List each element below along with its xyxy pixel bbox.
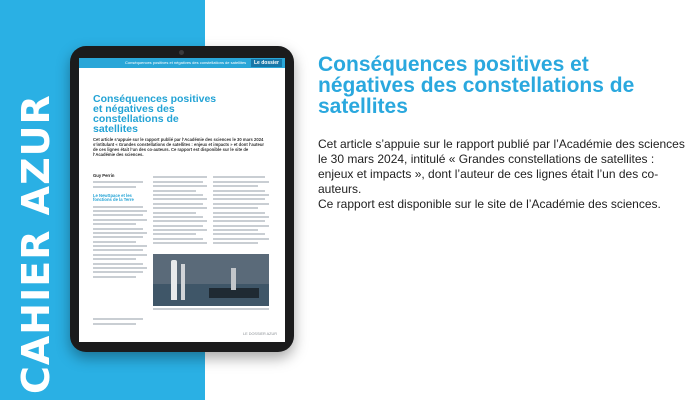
text-line — [153, 203, 203, 205]
text-line — [93, 323, 136, 325]
doc-header-text: Conséquences positives et négatives des constellations de satellites — [125, 60, 247, 65]
text-line — [93, 249, 143, 251]
doc-header-tag: Le dossier — [251, 59, 282, 67]
body-text — [318, 137, 688, 212]
doc-column-3 — [213, 174, 269, 247]
doc-header-bar — [79, 58, 285, 68]
text-line — [213, 194, 269, 196]
text-line — [93, 276, 136, 278]
text-line — [93, 245, 147, 247]
text-line — [93, 210, 147, 212]
rocket-photo — [153, 254, 269, 306]
text-line — [153, 216, 203, 218]
side-label: CAHIER AZUR — [14, 94, 58, 394]
text-line — [213, 216, 269, 218]
doc-author-name: Guy Perrin — [93, 173, 115, 178]
text-line — [153, 190, 196, 192]
text-line — [213, 229, 258, 231]
text-line — [93, 186, 136, 188]
rocket-tower-icon — [181, 264, 185, 300]
text-line — [213, 225, 269, 227]
booster-icon — [231, 268, 236, 290]
text-line — [213, 242, 258, 244]
text-line — [93, 241, 136, 243]
text-line — [93, 236, 143, 238]
text-line — [153, 212, 196, 214]
doc-page-footer: LE DOSSIER AZUR — [243, 332, 277, 336]
text-line — [93, 206, 143, 208]
text-line — [93, 258, 136, 260]
tablet-mockup — [70, 46, 294, 352]
text-line — [93, 214, 143, 216]
tablet-screen — [79, 58, 285, 342]
text-line — [153, 185, 207, 187]
doc-subheading: Le NewSpace et les fonctions de la Terre — [93, 192, 134, 203]
text-line — [213, 212, 265, 214]
body-paragraph-1: Cet article s’appuie sur le rapport publié par l’Académie des sciences le 30 mars 2024, intitulé « Grandes constellations de satellites : enjeux et impacts », dont l’auteur de ces lignes était l’un des co-auteurs. — [318, 137, 685, 196]
text-line — [153, 233, 196, 235]
text-line — [153, 198, 207, 200]
text-line — [213, 176, 265, 178]
doc-column-1 — [93, 174, 147, 280]
text-line — [213, 233, 265, 235]
text-line — [213, 203, 269, 205]
text-line — [153, 242, 207, 244]
rocket-icon — [171, 260, 177, 300]
text-line — [93, 181, 143, 183]
text-line — [153, 194, 203, 196]
text-line — [153, 181, 203, 183]
text-line — [93, 223, 136, 225]
text-line — [153, 238, 203, 240]
text-line — [153, 176, 207, 178]
doc-intro: Cet article s’appuie sur le rapport publié par l’Académie des sciences le 30 mars 2024 s’intitulant « Grandes constellations de satellites : enjeux et impacts » et dont l’auteur de ces lignes était l’un des co-auteurs. Ce rapport est disponible sur le site de l’Académie des sciences. — [93, 137, 265, 157]
text-line — [213, 190, 265, 192]
text-line — [213, 238, 269, 240]
text-line — [213, 181, 269, 183]
text-line — [213, 220, 265, 222]
photo-caption — [153, 308, 269, 310]
text-line — [153, 207, 207, 209]
text-line — [93, 254, 147, 256]
text-line — [93, 318, 143, 320]
camera-icon — [179, 50, 184, 55]
doc-column-2 — [153, 174, 207, 247]
text-line — [93, 228, 143, 230]
text-line — [93, 219, 147, 221]
text-line — [93, 263, 143, 265]
text-line — [153, 220, 207, 222]
text-line — [213, 207, 258, 209]
doc-footnote — [93, 316, 147, 327]
doc-title: Conséquences positives et négatives des constellations de satellites — [93, 93, 217, 135]
text-line — [153, 229, 207, 231]
text-line — [93, 267, 147, 269]
text-line — [213, 198, 265, 200]
text-line — [93, 232, 147, 234]
text-line — [213, 185, 258, 187]
body-paragraph-2: Ce rapport est disponible sur le site de l’Académie des sciences. — [318, 197, 661, 211]
text-line — [153, 225, 203, 227]
text-line — [93, 271, 143, 273]
page-headline: Conséquences positives et négatives des constellations de satellites — [318, 53, 635, 118]
